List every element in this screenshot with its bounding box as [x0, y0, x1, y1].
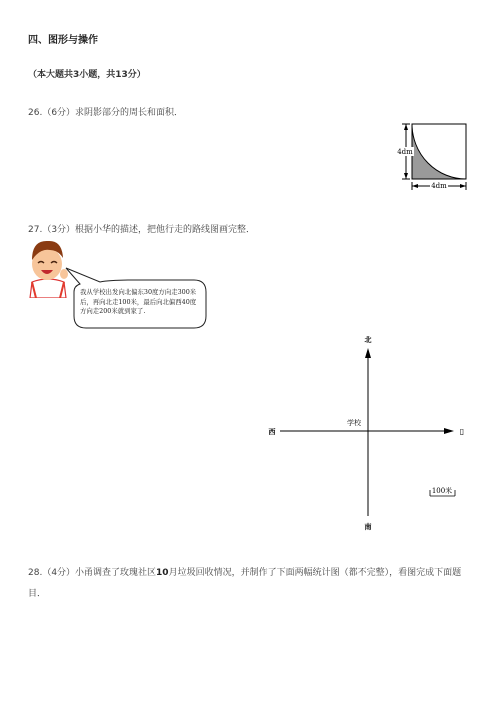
shaded-region — [412, 124, 466, 179]
horizontal-side-label: 4dm — [431, 182, 447, 190]
question-28-text — [28, 563, 476, 605]
scale-label: 100米 — [431, 487, 453, 495]
east-label: ▯ — [459, 427, 465, 436]
arrow-down-icon — [404, 173, 408, 179]
question-27-text: 27.（3分）根据小华的描述，把他行走的路线图画完整． — [28, 225, 256, 235]
arrow-left-icon — [412, 184, 418, 188]
arrow-up-icon — [404, 124, 408, 130]
question-26-figure — [392, 120, 472, 198]
east-arrow-icon — [444, 428, 454, 434]
west-label: 西 — [268, 428, 276, 436]
compass-diagram — [262, 330, 472, 535]
north-label: 北 — [364, 336, 372, 344]
school-label: 学校 — [347, 419, 361, 427]
section-title: 四、图形与操作 — [28, 35, 98, 46]
vertical-side-label: 4dm — [397, 148, 413, 156]
question-28-month: 10 — [156, 568, 169, 578]
speech-bubble-text: 我从学校出发向北偏东30度方向走300米后，再向北走100米，最后向北偏西40度方向走200米就到家了. — [80, 288, 197, 316]
question-26-text: 26.（6分）求阴影部分的周长和面积． — [28, 108, 184, 118]
arrow-right-icon — [460, 184, 466, 188]
section-note: （本大题共3小题，共13分） — [28, 70, 146, 80]
north-arrow-icon — [365, 348, 371, 358]
question-28-text-pre: 28.（4分）小甬调查了玫瑰社区 — [28, 568, 157, 578]
south-label: 南 — [364, 523, 372, 531]
question-28-text-post: 月垃圾回收情况，并制作了下面两幅统计图（都不完整），看图完成下面题目． — [28, 568, 462, 599]
